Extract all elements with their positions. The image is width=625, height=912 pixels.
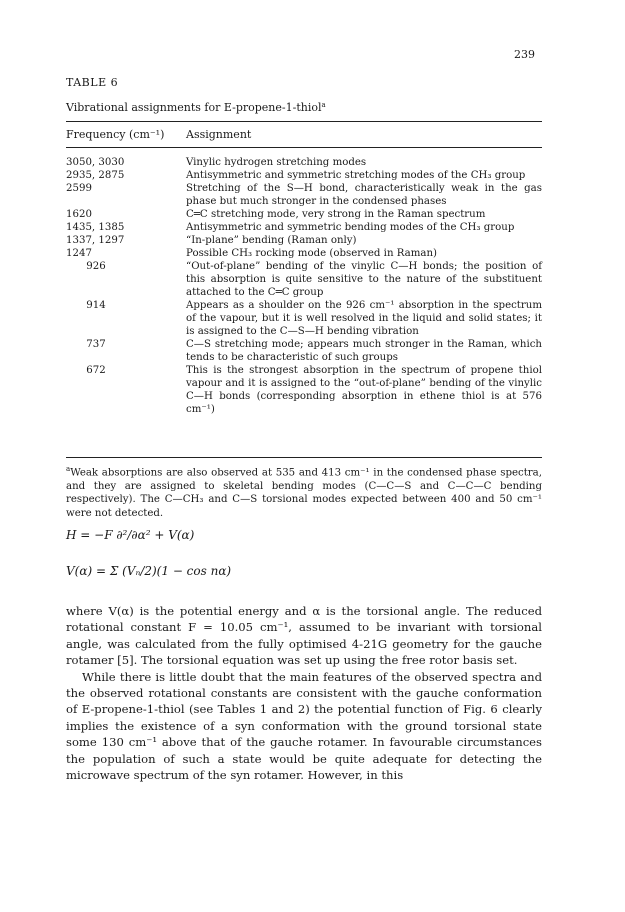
table-caption-text: Vibrational assignments for E-propene-1-thiol — [66, 101, 322, 114]
frequency-cell: 1247 — [66, 248, 92, 259]
assignment-cell: Appears as a shoulder on the 926 cm⁻¹ absorption in the spectrum of the vapour, but it is well resolved in the liquid and solid states; it is assigned to the C—S—H bending vibration — [186, 300, 542, 337]
table-row — [66, 364, 542, 416]
frequency-cell: 914 — [86, 300, 106, 311]
table-top-rule — [66, 121, 542, 122]
assignment-column-header: Assignment — [186, 128, 252, 141]
assignment-cell: Possible CH₃ rocking mode (observed in Raman) — [186, 248, 437, 259]
frequency-cell: 737 — [86, 339, 106, 350]
table-caption — [66, 101, 326, 114]
page-number: 239 — [514, 48, 535, 61]
assignment-cell: C═C stretching mode, very strong in the Raman spectrum — [186, 209, 486, 220]
hamiltonian-equation: H = −F ∂²/∂α² + V(α) — [66, 528, 195, 542]
table-body — [66, 156, 542, 416]
frequency-cell: 2599 — [66, 183, 92, 194]
assignment-cell: “In-plane” bending (Raman only) — [186, 235, 357, 246]
assignment-cell: C—S stretching mode; appears much stronger in the Raman, which tends to be characteristic of such groups — [186, 339, 542, 363]
potential-equation: V(α) = Σ (Vₙ/2)(1 − cos nα) — [66, 564, 232, 578]
table-bottom-rule — [66, 457, 542, 458]
frequency-cell: 672 — [86, 365, 106, 376]
frequency-cell: 1337, 1297 — [66, 235, 125, 246]
assignment-cell: “Out-of-plane” bending of the vinylic C—H bonds; the position of this absorption is quite sensitive to the nature of the substituent attached to the C═C group — [186, 261, 542, 298]
assignment-cell: Antisymmetric and symmetric bending modes of the CH₃ group — [186, 222, 515, 233]
table-row — [66, 156, 542, 169]
table-row — [66, 260, 542, 299]
frequency-cell: 3050, 3030 — [66, 157, 125, 168]
table-label: TABLE 6 — [66, 76, 119, 89]
table-row — [66, 338, 542, 364]
assignment-cell: Stretching of the S—H bond, characteristically weak in the gas phase but much stronger in the condensed phases — [186, 183, 542, 207]
frequency-cell: 2935, 2875 — [66, 170, 125, 181]
assignment-cell: Vinylic hydrogen stretching modes — [186, 157, 367, 168]
frequency-cell: 1435, 1385 — [66, 222, 125, 233]
table-row — [66, 182, 542, 208]
table-footnote — [66, 463, 542, 520]
table-row — [66, 221, 542, 234]
frequency-column-header: Frequency (cm⁻¹) — [66, 128, 165, 141]
frequency-cell: 1620 — [66, 209, 92, 220]
table-row — [66, 169, 542, 182]
paragraph: where V(α) is the potential energy and α is the torsional angle. The reduced rotational constant F = 10.05 cm⁻¹, assumed to be invariant with torsional angle, was calculated from the fully optimised 4-21G geometry for the gauche rotamer [5]. The torsional equation was set up using the free rotor basis set. — [66, 604, 542, 668]
table-row — [66, 234, 542, 247]
body-text — [66, 603, 542, 783]
footnote-text: Weak absorptions are also observed at 535 and 413 cm⁻¹ in the condensed phase spectra, and they are assigned to skeletal bending modes (C—C—S and C—C—C bending respectively). The C—CH₃ and C—S torsional modes expected between 400 and 50 cm⁻¹ were not detected. — [66, 467, 542, 519]
table-row — [66, 299, 542, 338]
table-header-rule — [66, 147, 542, 148]
assignment-cell: This is the strongest absorption in the spectrum of propene thiol vapour and it is assigned to the “out-of-plane” bending of the vinylic C—H bonds (corresponding absorption in ethene thiol is at 576 cm⁻¹) — [186, 365, 542, 415]
paragraph: While there is little doubt that the main features of the observed spectra and the observed rotational constants are consistent with the gauche conformation of E-propene-1-thiol (see Tables 1 and 2) the potential function of Fig. 6 clearly implies the existence of a syn conformation with the ground torsional state some 130 cm⁻¹ above that of the gauche rotamer. In favourable circumstances the population of such a state would be quite adequate for detecting the microwave spectrum of the syn rotamer. However, in this — [66, 669, 542, 783]
caption-footnote-marker: a — [321, 101, 326, 109]
frequency-cell: 926 — [86, 261, 106, 272]
footnote-marker: a — [66, 465, 71, 473]
assignment-cell: Antisymmetric and symmetric stretching modes of the CH₃ group — [186, 170, 526, 181]
table-row — [66, 208, 542, 221]
table-row — [66, 247, 542, 260]
